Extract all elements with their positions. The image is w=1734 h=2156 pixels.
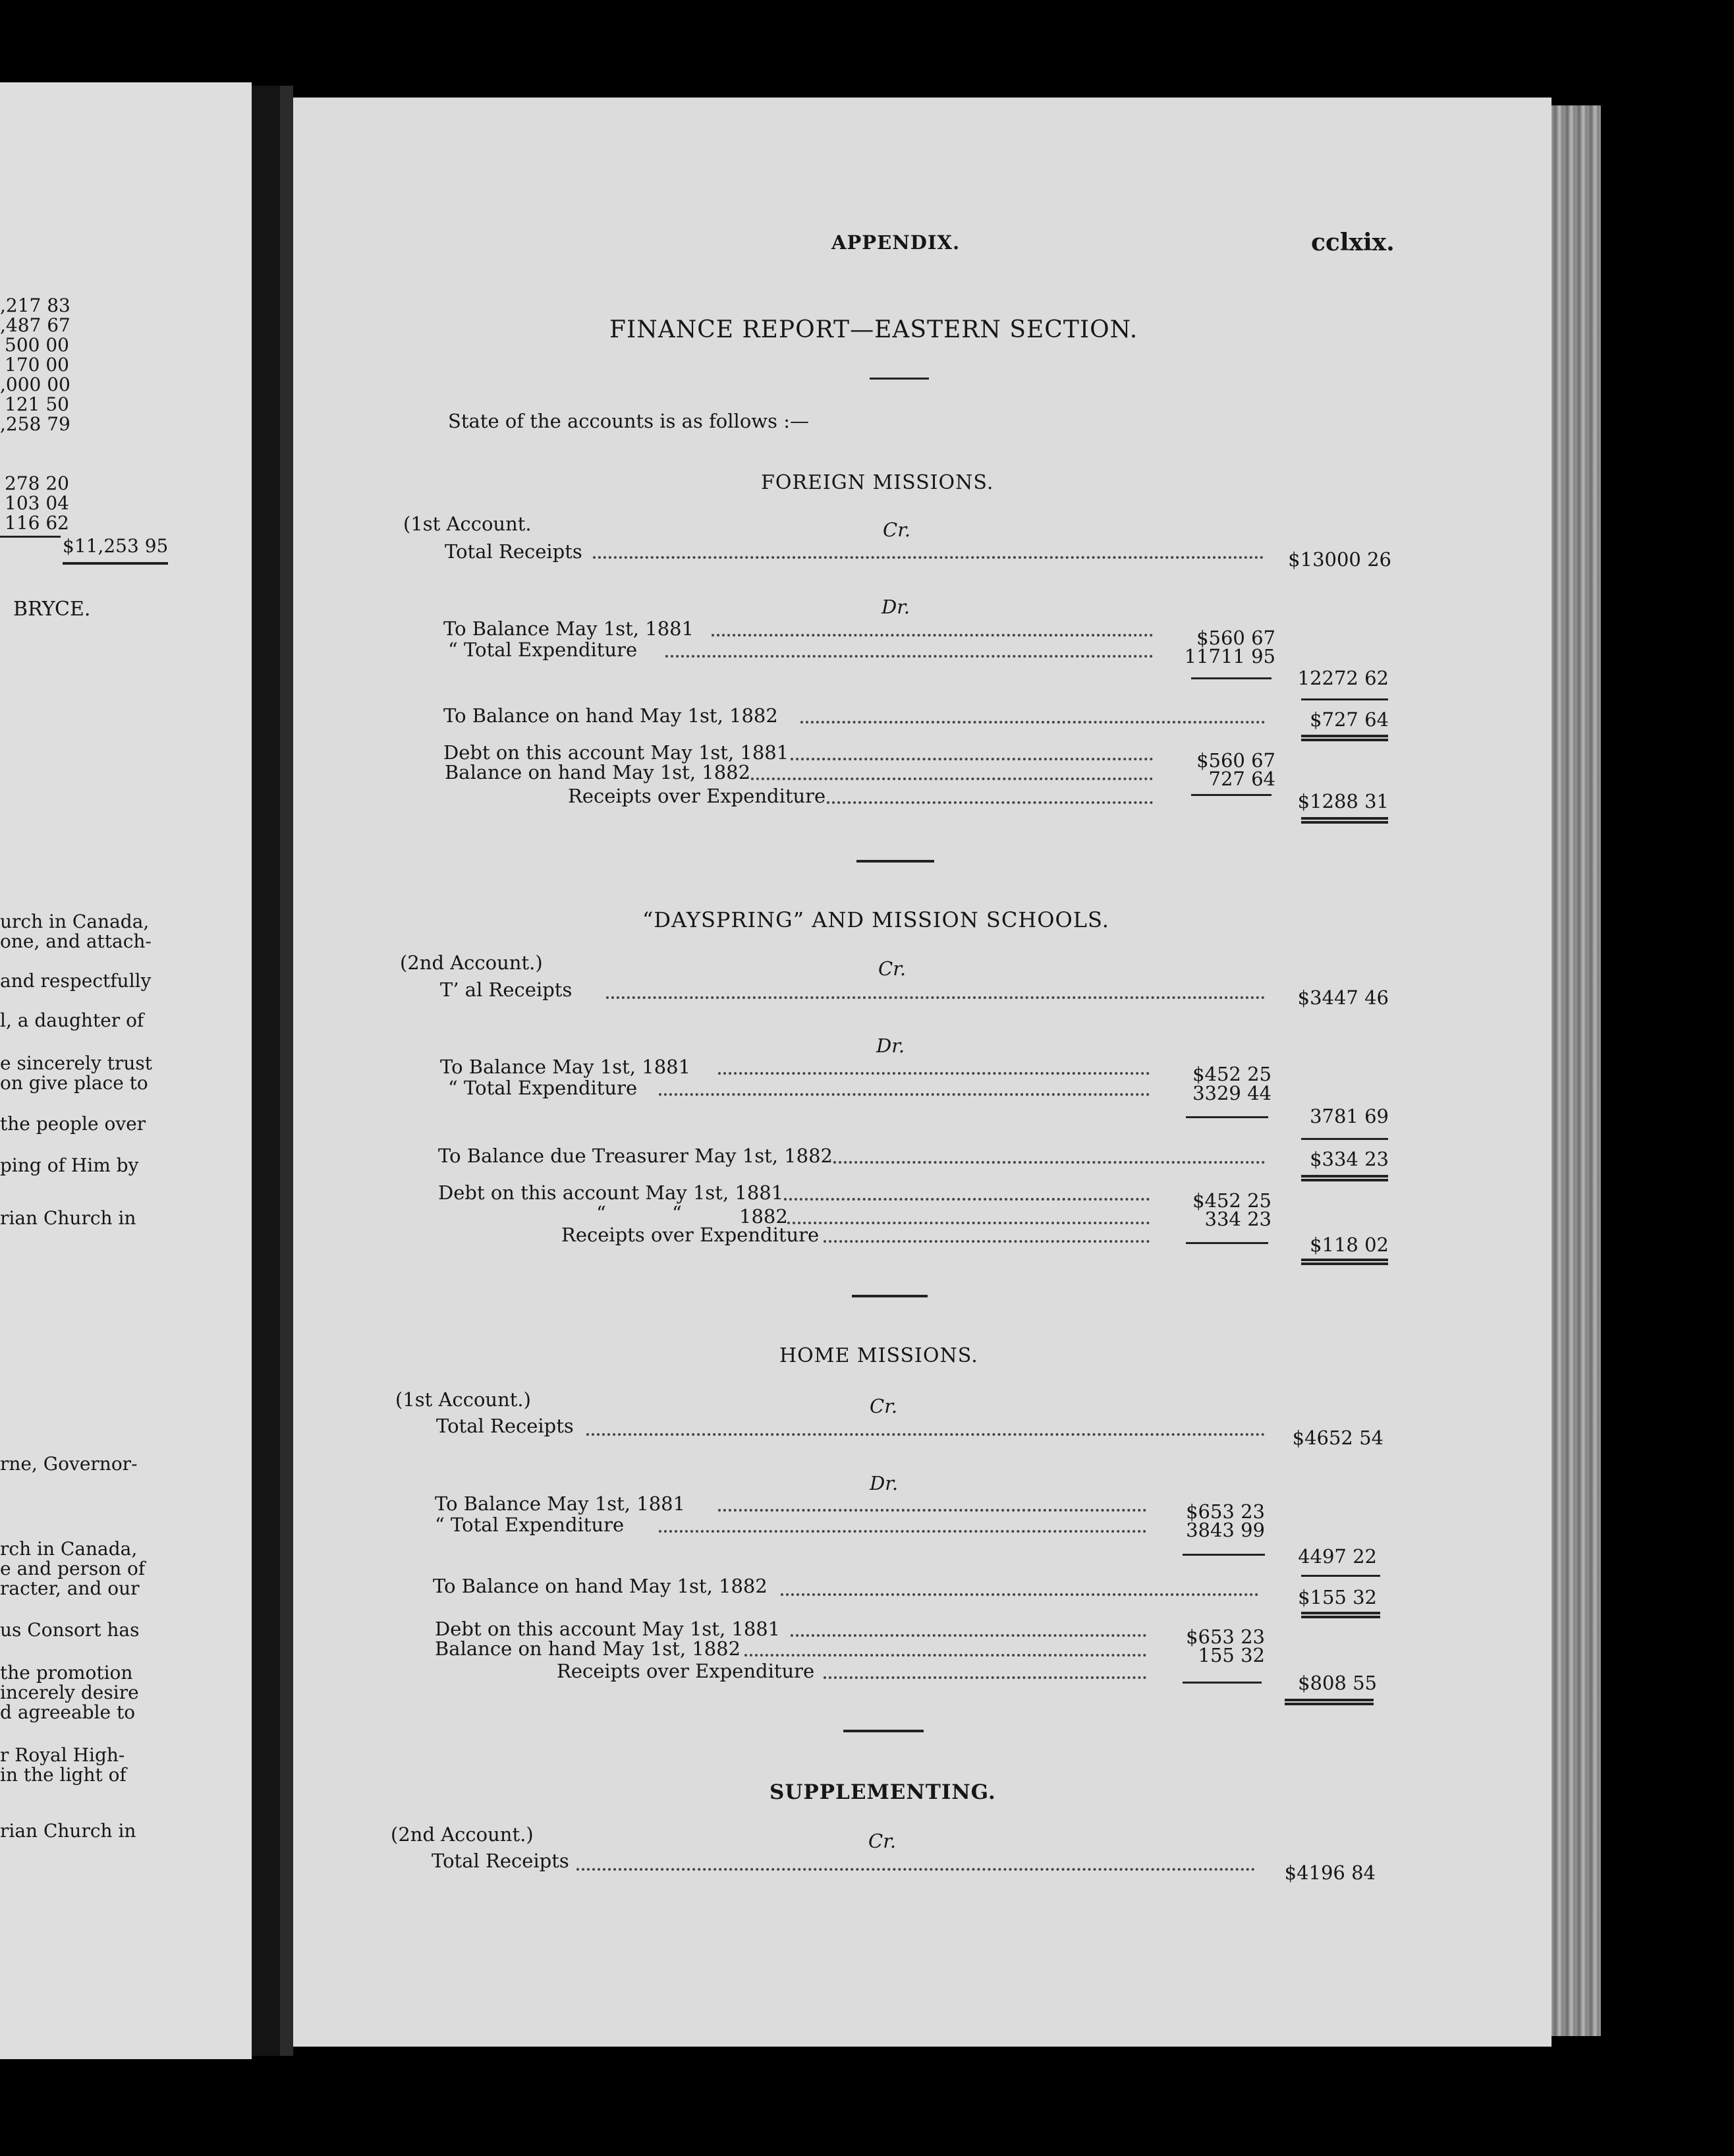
section-heading-dayspring: “DAYSPRING” AND MISSION SCHOOLS.: [642, 907, 1109, 932]
ditto-amount: 334 23: [1204, 1208, 1272, 1230]
left-line: l, a daughter of: [0, 1009, 144, 1031]
debt-label: Debt on this account May 1st, 1881: [435, 1618, 781, 1640]
left-line: the promotion: [0, 1662, 133, 1684]
leader-dots: [606, 996, 1265, 999]
debt-label: Debt on this account May 1st, 1881: [438, 1181, 784, 1204]
balance-amount: $653 23: [1186, 1500, 1265, 1523]
left-line: e and person of: [0, 1558, 146, 1579]
left-line: in the light of: [0, 1764, 126, 1786]
section-heading-supplementing: SUPPLEMENTING.: [769, 1780, 996, 1804]
left-line: urch in Canada,: [0, 911, 150, 932]
ditto-mark: “: [596, 1202, 606, 1224]
left-line: e sincerely trust: [0, 1052, 152, 1074]
double-rule: [1285, 1699, 1374, 1705]
leader-dots: [586, 1433, 1265, 1436]
running-header: APPENDIX.: [831, 231, 961, 254]
balance-hand-label: Balance on hand May 1st, 1882: [435, 1637, 741, 1660]
title-rule: [870, 378, 929, 380]
receipts-label: Total Receipts: [436, 1415, 574, 1437]
expenditure-label: “ Total Expenditure: [435, 1514, 625, 1536]
leader-dots: [593, 556, 1264, 559]
expenditure-label: “ Total Expenditure: [448, 1077, 638, 1099]
double-rule: [1301, 1259, 1388, 1265]
section-separator: [852, 1295, 928, 1297]
leader-dots: [824, 1240, 1150, 1243]
left-line: r Royal High-: [0, 1744, 125, 1766]
debit-total: 12272 62: [1297, 667, 1389, 689]
subtotal-rule: [1191, 794, 1272, 796]
debit-label: Dr.: [870, 1472, 899, 1494]
balance-due-label: To Balance due Treasurer May 1st, 1882: [438, 1145, 833, 1167]
receipts-over-label: Receipts over Expenditure: [561, 1224, 820, 1246]
balance-hand-amount: 727 64: [1208, 768, 1275, 790]
left-figure: ,258 79: [0, 413, 70, 435]
balance-amount: $452 25: [1192, 1063, 1272, 1085]
expenditure-amount: 11711 95: [1184, 645, 1275, 667]
left-line: incerely desire: [0, 1682, 139, 1703]
left-figure: ,217 83: [0, 295, 70, 316]
leader-dots: [781, 1593, 1258, 1596]
left-line: ping of Him by: [0, 1154, 139, 1176]
left-line: racter, and our: [0, 1577, 140, 1599]
receipts-amount: $13000 26: [1288, 548, 1391, 571]
expenditure-amount: 3329 44: [1192, 1082, 1272, 1104]
balance-on-hand-label: To Balance on hand May 1st, 1882: [433, 1575, 768, 1597]
balance-due-amount: $334 23: [1310, 1148, 1389, 1170]
debit-label: Dr.: [876, 1035, 905, 1057]
leader-dots: [712, 634, 1153, 637]
balance-hand-label: Balance on hand May 1st, 1882: [445, 761, 751, 783]
debt-label: Debt on this account May 1st, 1881: [443, 741, 789, 764]
double-rule: [1301, 1612, 1380, 1618]
subtotal-rule: [1183, 1682, 1262, 1684]
subtotal-rule: [1191, 677, 1272, 679]
account-label: (2nd Account.): [391, 1823, 534, 1846]
section-separator: [843, 1730, 924, 1732]
leader-dots: [833, 1161, 1265, 1164]
debit-total: 4497 22: [1298, 1545, 1377, 1568]
left-line: and respectfully: [0, 970, 152, 992]
ditto-mark: “: [672, 1202, 682, 1224]
left-figure: 116 62: [5, 512, 69, 534]
debt-amount: $653 23: [1186, 1626, 1265, 1648]
leader-dots: [665, 655, 1153, 658]
account-label: (1st Account.): [395, 1388, 531, 1411]
credit-label: Cr.: [883, 519, 911, 541]
balance-hand-amount: 155 32: [1198, 1644, 1265, 1666]
spine-shadow: [280, 86, 293, 2056]
balance-on-hand-label: To Balance on hand May 1st, 1882: [443, 704, 778, 727]
left-line: the people over: [0, 1113, 146, 1135]
leader-dots: [718, 1509, 1146, 1512]
leader-dots: [751, 778, 1153, 780]
balance-label: To Balance May 1st, 1881: [440, 1056, 691, 1078]
receipts-over-amount: $1288 31: [1297, 790, 1389, 812]
balance-on-hand-amount: $155 32: [1298, 1586, 1377, 1608]
left-figure: 170 00: [5, 354, 69, 376]
left-line: rne, Governor-: [0, 1453, 138, 1475]
intro-text: State of the accounts is as follows :—: [448, 410, 809, 432]
page-edges: [1552, 105, 1601, 2036]
section-separator: [856, 860, 934, 863]
double-rule: [1301, 1175, 1388, 1181]
left-line: one, and attach-: [0, 930, 152, 952]
leader-dots: [800, 721, 1265, 723]
account-label: (2nd Account.): [400, 951, 543, 974]
left-total: $11,253 95: [63, 535, 169, 557]
leader-dots: [576, 1868, 1255, 1871]
total-rule: [1301, 698, 1388, 700]
page-number: cclxix.: [1311, 229, 1395, 256]
credit-label: Cr.: [868, 1830, 897, 1852]
credit-label: Cr.: [878, 957, 907, 980]
ditto-year: 1882: [739, 1205, 788, 1228]
left-figure: 121 50: [5, 393, 69, 415]
balance-amount: $560 67: [1196, 627, 1275, 649]
leader-dots: [787, 1222, 1150, 1224]
receipts-over-amount: $118 02: [1310, 1234, 1389, 1256]
balance-label: To Balance May 1st, 1881: [435, 1492, 686, 1515]
receipts-over-amount: $808 55: [1298, 1672, 1377, 1694]
leader-dots: [784, 1198, 1150, 1201]
section-heading-foreign: FOREIGN MISSIONS.: [761, 471, 994, 494]
left-line: us Consort has: [0, 1619, 140, 1641]
leader-dots: [659, 1530, 1146, 1533]
section-heading-home: HOME MISSIONS.: [779, 1344, 978, 1367]
left-signature-name: BRYCE.: [13, 598, 91, 621]
debit-label: Dr.: [881, 596, 910, 618]
total-rule: [1301, 1575, 1380, 1577]
leader-dots: [827, 801, 1153, 804]
left-rule: [0, 536, 61, 538]
balance-label: To Balance May 1st, 1881: [443, 617, 694, 640]
receipts-amount: $4196 84: [1284, 1861, 1376, 1884]
left-figure: 278 20: [5, 472, 69, 494]
receipts-over-label: Receipts over Expenditure: [557, 1660, 815, 1682]
left-line: rch in Canada,: [0, 1538, 138, 1560]
leader-dots: [744, 1654, 1146, 1657]
double-rule: [1301, 735, 1388, 741]
leader-dots: [718, 1072, 1150, 1075]
subtotal-rule: [1186, 1242, 1268, 1244]
expenditure-label: “ Total Expenditure: [448, 638, 638, 661]
debt-amount: $452 25: [1192, 1189, 1272, 1212]
report-title: FINANCE REPORT—EASTERN SECTION.: [609, 316, 1138, 343]
debt-amount: $560 67: [1196, 749, 1275, 772]
balance-on-hand-amount: $727 64: [1310, 708, 1389, 731]
receipts-amount: $3447 46: [1297, 986, 1389, 1009]
left-page-fragment: [0, 82, 252, 2059]
left-line: rian Church in: [0, 1207, 136, 1229]
subtotal-rule: [1183, 1554, 1265, 1556]
left-figure: ,487 67: [0, 314, 70, 336]
account-label: (1st Account.: [403, 513, 532, 535]
debit-total: 3781 69: [1310, 1105, 1389, 1127]
receipts-label: Total Receipts: [445, 540, 582, 563]
total-rule: [1301, 1138, 1388, 1140]
receipts-over-label: Receipts over Expenditure: [568, 785, 826, 807]
leader-dots: [791, 758, 1153, 760]
left-line: d agreeable to: [0, 1701, 136, 1723]
left-figure: ,000 00: [0, 374, 70, 395]
left-figure: 103 04: [5, 492, 69, 514]
left-figure: 500 00: [5, 334, 69, 356]
leader-dots: [659, 1093, 1150, 1096]
left-total-rule: [63, 562, 168, 565]
left-line: rian Church in: [0, 1820, 136, 1842]
receipts-label: Total Receipts: [432, 1850, 569, 1872]
left-line: on give place to: [0, 1072, 148, 1094]
expenditure-amount: 3843 99: [1186, 1519, 1265, 1541]
leader-dots: [824, 1676, 1146, 1679]
subtotal-rule: [1186, 1116, 1268, 1118]
receipts-label: T’ al Receipts: [440, 979, 573, 1001]
receipts-amount: $4652 54: [1292, 1427, 1384, 1449]
double-rule: [1301, 817, 1388, 824]
credit-label: Cr.: [870, 1395, 898, 1417]
leader-dots: [791, 1634, 1146, 1637]
